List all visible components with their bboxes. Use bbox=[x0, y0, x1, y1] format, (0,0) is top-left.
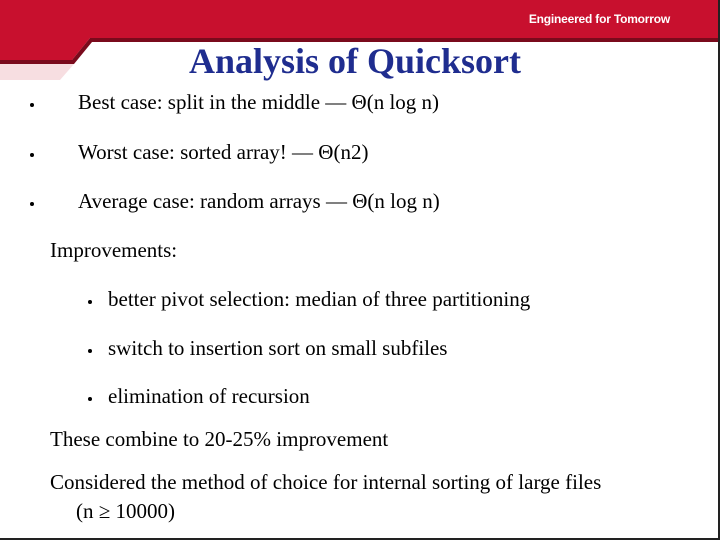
bullet-icon bbox=[88, 300, 92, 304]
bullet-icon bbox=[88, 397, 92, 401]
conclusion-text: Considered the method of choice for internal sorting of large files bbox=[50, 470, 602, 494]
improvements-heading: Improvements: bbox=[50, 238, 178, 262]
bullet-icon bbox=[88, 349, 92, 353]
improvement-item: better pivot selection: median of three partitioning bbox=[108, 287, 531, 311]
case-average: Average case: random arrays — Θ(n log n) bbox=[78, 189, 440, 213]
bullet-icon bbox=[30, 153, 34, 157]
bullet-icon bbox=[30, 103, 34, 107]
bullet-icon bbox=[30, 202, 34, 206]
improvement-item: switch to insertion sort on small subfiles bbox=[108, 336, 448, 360]
combine-text: These combine to 20-25% improvement bbox=[50, 427, 389, 451]
slide-title: Analysis of Quicksort bbox=[188, 41, 522, 81]
case-worst: Worst case: sorted array! — Θ(n2) bbox=[78, 140, 369, 164]
case-best: Best case: split in the middle — Θ(n log n) bbox=[78, 90, 440, 114]
brand-text: Engineered for Tomorrow bbox=[528, 12, 670, 26]
improvement-item: elimination of recursion bbox=[108, 384, 310, 408]
conclusion-note: (n ≥ 10000) bbox=[76, 499, 176, 523]
